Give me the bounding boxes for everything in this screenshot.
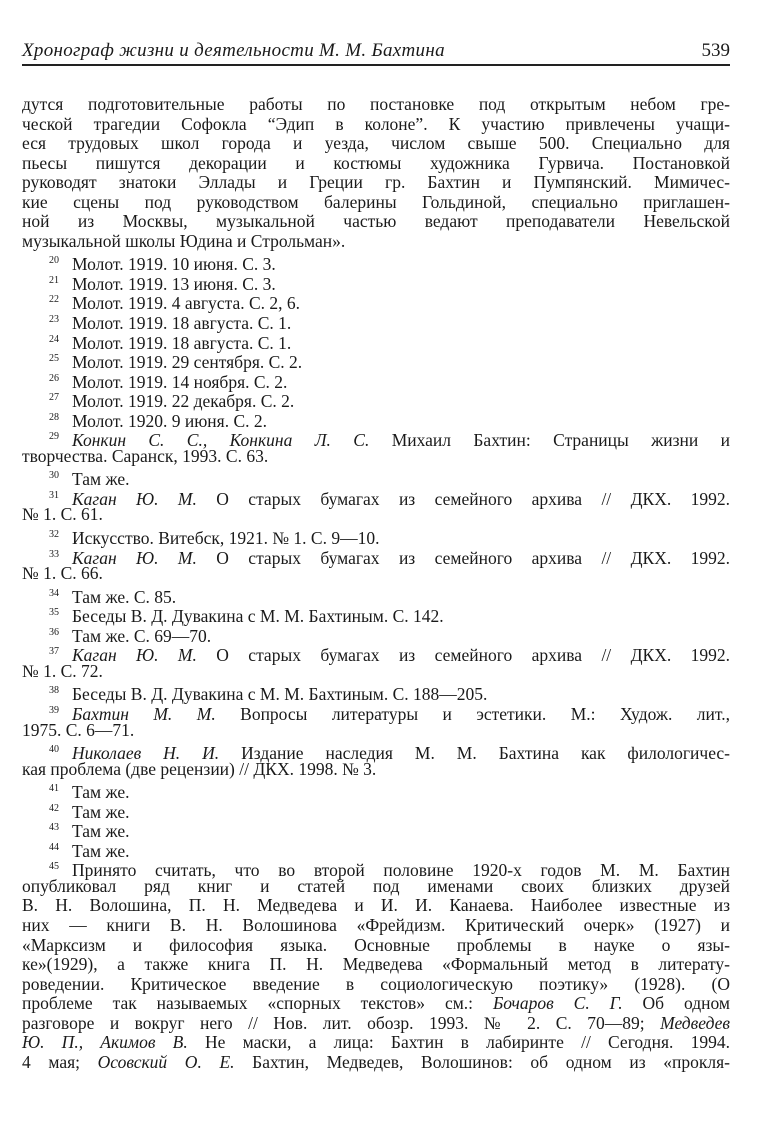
footnote-line — [22, 799, 730, 822]
text-segment: роведении. Критическое введение в социологическую поэтику» (1928). (О — [22, 973, 730, 994]
page-number: 539 — [701, 40, 730, 61]
text-segment: О старых бумагах из семейного архива // ДКХ. 1992. — [196, 488, 730, 509]
text-segment: № 1. С. 72. — [22, 660, 103, 681]
footnote-number: 32 — [49, 529, 59, 541]
text-segment: пьесы пишутся декорации и костюмы художника Гурвича. Постановкой — [22, 152, 730, 173]
text-line — [22, 115, 730, 135]
text-segment: Не маски, а лица: Бахтин в лабиринте // Сегодня. 1994. — [187, 1032, 730, 1053]
footnote-number: 36 — [49, 626, 59, 638]
author-name: Конкин С. С., Конкина Л. С. — [72, 430, 370, 451]
text-segment: Молот. 1920. 9 июня. С. 2. — [72, 410, 268, 431]
footnote-number: 28 — [49, 411, 59, 423]
text-segment: еся трудовых школ города и уезда, числом свыше 500. Специально для — [22, 133, 730, 154]
text-segment: Молот. 1919. 14 ноября. С. 2. — [72, 371, 288, 392]
text-segment: Искусство. Витебск, 1921. № 1. С. 9—10. — [72, 528, 380, 549]
author-name: Осовский О. Е. — [97, 1051, 235, 1072]
footnote-number: 33 — [49, 548, 59, 560]
text-segment: В. Н. Волошина, П. Н. Медведева и И. И. Канаева. Наиболее известные из — [22, 895, 730, 916]
footnote-line — [22, 290, 730, 314]
text-line — [22, 916, 730, 936]
text-line — [22, 877, 730, 897]
text-segment: Молот. 1919. 18 августа. С. 1. — [72, 313, 292, 334]
footnote-line — [22, 779, 730, 803]
text-line — [22, 173, 730, 193]
text-segment: Принято считать, что во второй половине 1920-х годов М. М. Бахтин — [72, 860, 730, 881]
running-title: Хронограф жизни и деятельности М. М. Бахтина — [22, 40, 445, 61]
text-segment: Там же. — [72, 821, 130, 842]
text-line — [22, 1033, 730, 1053]
footnote-line — [22, 349, 730, 373]
footnote-number: 41 — [49, 783, 59, 795]
author-name: Ю. П., Акимов В. — [22, 1032, 188, 1053]
footnote-line — [22, 369, 730, 392]
text-segment: 4 мая; — [22, 1051, 98, 1072]
page-body-text — [22, 95, 730, 1072]
footnote-line — [22, 486, 730, 509]
footnote-line — [22, 330, 730, 353]
text-segment: Молот. 1919. 18 августа. С. 1. — [72, 332, 292, 353]
text-segment: Молот. 1919. 29 сентября. С. 2. — [72, 352, 303, 373]
text-segment: опубликовал ряд книг и статей под именами своих близких друзей — [22, 875, 730, 896]
text-segment: О старых бумагах из семейного архива // ДКХ. 1992. — [196, 645, 730, 666]
footnote-number: 42 — [49, 802, 59, 814]
text-line — [22, 154, 730, 174]
footnote-line — [22, 408, 730, 431]
running-header — [22, 38, 730, 66]
text-segment: «Марксизм и философия языка. Основные проблемы в науке о язы- — [22, 934, 730, 955]
footnote-number: 27 — [49, 392, 59, 404]
text-segment: Молот. 1919. 4 августа. С. 2, 6. — [72, 293, 301, 314]
text-segment: кие сцены под руководством балерины Гольдиной, специально приглашен- — [22, 191, 730, 212]
text-line — [22, 896, 730, 916]
text-segment: Вопросы литературы и эстетики. М.: Худож. лит., — [215, 703, 730, 724]
footnote-number: 38 — [49, 685, 59, 697]
text-segment: ческой трагедии Софокла “Эдип в колоне”. К участию привлечены учащи- — [22, 113, 730, 134]
text-segment: ной из Москвы, музыкальной частью ведают преподаватели Невельской — [22, 211, 730, 232]
text-line — [22, 193, 730, 213]
footnote-line — [22, 838, 730, 861]
text-line — [22, 232, 730, 252]
text-line — [22, 134, 730, 154]
text-segment: Михаил Бахтин: Страницы жизни и — [369, 430, 730, 451]
footnote-number: 23 — [49, 314, 59, 326]
text-segment: проблеме так называемых «спорных текстов» см.: — [22, 993, 493, 1014]
footnote-line — [22, 466, 730, 490]
text-segment: Молот. 1919. 22 декабря. С. 2. — [72, 391, 295, 412]
text-line — [22, 95, 730, 115]
text-segment: дутся подготовительные работы по постановке под открытым небом гре- — [22, 94, 730, 114]
footnote-number: 26 — [49, 372, 59, 384]
text-segment: Там же. — [72, 469, 130, 490]
text-line — [22, 212, 730, 232]
footnote-number: 30 — [49, 470, 59, 482]
author-name: Каган Ю. М. — [72, 645, 197, 666]
footnote-number: 31 — [49, 489, 59, 501]
footnote-number: 29 — [49, 431, 59, 443]
text-segment: разговоре и вокруг него // Нов. лит. обозр. 1993. № 2. С. 70—89; — [22, 1012, 661, 1033]
footnote-line — [22, 271, 730, 294]
footnote-number: 44 — [49, 841, 59, 853]
footnote-number: 39 — [49, 704, 59, 716]
footnote-line — [22, 857, 730, 881]
text-segment: музыкальной школы Юдина и Строльман». — [22, 230, 346, 251]
text-segment: Молот. 1919. 10 июня. С. 3. — [72, 254, 276, 275]
text-segment: № 1. С. 66. — [22, 563, 103, 584]
footnote-line — [22, 584, 730, 607]
text-segment: О старых бумагах из семейного архива // ДКХ. 1992. — [196, 547, 730, 568]
text-line — [22, 975, 730, 995]
footnote-number: 43 — [49, 822, 59, 834]
footnote-line — [22, 642, 730, 666]
footnote-line — [22, 310, 730, 334]
text-segment: Молот. 1919. 13 июня. С. 3. — [72, 273, 276, 294]
footnote-line — [22, 603, 730, 627]
footnote-number: 22 — [49, 294, 59, 306]
footnote-number: 25 — [49, 353, 59, 365]
text-segment: творчества. Саранск, 1993. С. 63. — [22, 445, 269, 466]
text-segment: Издание наследия М. М. Бахтина как филологичес- — [219, 743, 730, 764]
footnote-number: 20 — [49, 255, 59, 267]
text-segment: Там же. — [72, 801, 130, 822]
text-segment: них — книги В. Н. Волошинова «Фрейдизм. Критический очерк» (1927) и — [22, 914, 730, 935]
footnote-line — [22, 388, 730, 412]
footnote-number: 24 — [49, 333, 59, 345]
footnote-number: 21 — [49, 274, 59, 286]
text-line — [22, 936, 730, 956]
footnote-line — [22, 427, 730, 451]
text-segment: Об одном — [622, 993, 730, 1014]
text-segment: Бахтин, Медведев, Волошинов: об одном из «прокля- — [234, 1051, 730, 1072]
text-segment: 1975. С. 6—71. — [22, 719, 135, 740]
text-segment: Там же. — [72, 782, 130, 803]
text-segment: Беседы В. Д. Дувакина с М. М. Бахтиным. С. 142. — [72, 606, 444, 627]
footnote-line — [22, 251, 730, 275]
text-segment: Беседы В. Д. Дувакина с М. М. Бахтиным. С. 188—205. — [72, 684, 488, 705]
footnote-line — [22, 545, 730, 568]
text-segment: Там же. С. 69—70. — [72, 625, 212, 646]
author-name: Бахтин М. М. — [72, 703, 216, 724]
author-name: Бочаров С. Г. — [492, 993, 623, 1014]
footnote-line — [22, 525, 730, 549]
footnote-line — [22, 681, 730, 705]
footnote-line — [22, 701, 730, 724]
text-line — [22, 994, 730, 1014]
footnote-line — [22, 818, 730, 842]
text-line — [22, 1014, 730, 1034]
footnote-number: 34 — [49, 587, 59, 599]
author-name: Каган Ю. М. — [72, 488, 197, 509]
text-segment: кая проблема (две рецензии) // ДКХ. 1998. № 3. — [22, 758, 377, 779]
footnote-number: 45 — [49, 861, 59, 873]
text-segment: ке»(1929), а также книга П. Н. Медведева «Формальный метод в литерату- — [22, 954, 730, 975]
author-name: Медведев — [660, 1012, 730, 1033]
text-segment: № 1. С. 61. — [22, 504, 103, 525]
footnote-line — [22, 740, 730, 764]
footnote-number: 37 — [49, 646, 59, 658]
text-line — [22, 955, 730, 975]
text-line — [22, 1053, 730, 1073]
text-segment: Там же. — [72, 840, 130, 861]
text-segment: руководят знатоки Эллады и Греции гр. Бахтин и Пумпянский. Мимичес- — [22, 172, 730, 193]
author-name: Каган Ю. М. — [72, 547, 197, 568]
footnote-number: 35 — [49, 607, 59, 619]
text-segment: Там же. С. 85. — [72, 586, 177, 607]
author-name: Николаев Н. И. — [72, 743, 220, 764]
footnote-number: 40 — [49, 744, 59, 756]
